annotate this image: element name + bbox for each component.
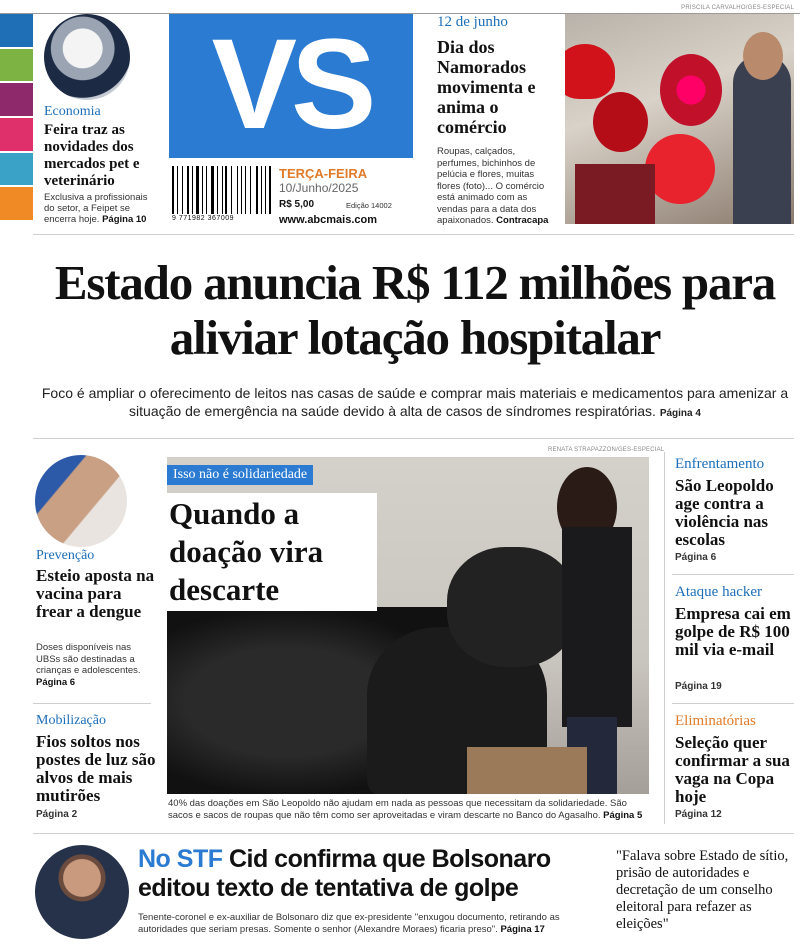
barcode-bar [217,166,218,214]
center-story-tag: Isso não é solidariedade [167,465,313,485]
barcode-bar [225,166,227,214]
bottom-story-kicker: No STF [138,845,223,873]
left-col-1-category: Prevenção [36,548,95,563]
section-color-tab [0,83,33,116]
barcode-bar [245,166,246,214]
barcode-bar [247,166,249,214]
barcode-bar [223,166,224,214]
masthead-logo: VS [211,13,371,156]
barcode-bar [184,166,186,214]
barcode-bar [196,166,199,214]
top-story-category: 12 de junho [437,14,508,30]
left-col-2-page: Página 2 [36,809,78,820]
barcode-bar [228,166,230,214]
masthead-price: R$ 5,00 [279,199,315,210]
barcode-number: 9 771982 367009 [172,215,234,222]
section-color-tab [0,118,33,151]
left-col-2-category: Mobilização [36,713,106,728]
barcode-bar [187,166,189,214]
barcode-bar [204,166,205,214]
masthead-logo-block[interactable] [169,14,413,158]
right-col-2-page: Página 19 [675,681,722,692]
barcode-bar [194,166,195,214]
barcode-bar [265,166,266,214]
center-story-headline[interactable]: Quando a doação vira descarte [167,493,377,611]
photo-credit-top: PRISCILA CARVALHO/GES-ESPECIAL [681,5,794,11]
barcode-bar [239,166,240,214]
barcode-bar [200,166,201,214]
barcode-bar [261,166,262,214]
teaser-photo-pet-fair[interactable] [44,14,130,100]
barcode-bar [202,166,204,214]
barcode-bar [222,166,223,214]
barcode-bar [243,166,244,214]
photo-cid[interactable] [35,845,129,939]
left-col-1-headline[interactable]: Esteio aposta na vacina para frear a dengue [36,566,155,621]
top-story-body: Roupas, calçados, perfumes, bichinhos de pelúcia e flores, muitas flores (foto)... O comércio está animado com as vendas para a data dos apaixonados. Contracapa [437,146,549,226]
right-col-3-headline[interactable]: Seleção quer confirmar a sua vaga na Copa hoje [675,733,790,806]
photo-dengue-vaccine[interactable] [35,455,127,547]
barcode-bar [256,166,258,214]
main-deck: Foco é ampliar o oferecimento de leitos nas casas de saúde e comprar mais materiais e medicamentos para amenizar a situação de emergência na saúde devido à alta de casos de síndromes respiratórias. Página 4 [41,385,789,419]
right-col-2-headline[interactable]: Empresa cai em golpe de R$ 100 mil via e-mail [675,604,791,659]
barcode [172,166,272,224]
section-color-tab [0,153,33,186]
barcode-bar [172,166,174,214]
barcode-bar [190,166,191,214]
barcode-bar [182,166,183,214]
left-col-1-body: Doses disponíveis nas UBSs são destinadas a crianças e adolescentes. Página 6 [36,642,141,688]
barcode-bar [233,166,236,214]
barcode-bar [211,166,214,214]
left-col-2-headline[interactable]: Fios soltos nos postes de luz são alvos de mais mutirões [36,732,156,805]
section-color-tab [0,187,33,220]
right-col-1-category: Enfrentamento [675,456,765,472]
barcode-bar [206,166,207,214]
teaser-body: Exclusiva a profissionais do setor, a Feipet se encerra hoje. Página 10 [44,192,148,225]
barcode-bar [192,166,193,214]
right-col-2-category: Ataque hacker [675,584,763,600]
barcode-bar [262,166,264,214]
bottom-story-body: Tenente-coronel e ex-auxiliar de Bolsonaro diz que ex-presidente "enxugou documento, retirando as autoridades que seriam presas. Somente o senhor (Alexandre Moraes) ficaria preso". Página 17 [138,912,560,935]
section-color-tab [0,14,33,47]
barcode-bar [219,166,221,214]
photo-valentines-shop[interactable] [565,14,794,224]
center-story-caption: 40% das doações em São Leopoldo não ajudam em nada as pessoas que necessitam da solidariedade. São sacos e sacos de roupas que não têm como ser aproveitadas e viram descarte no Banco do Agasalho. Página 5 [168,798,643,821]
barcode-bar [237,166,238,214]
masthead-site-link[interactable]: www.abcmais.com [279,214,378,226]
teaser-headline[interactable]: Feira traz as novidades dos mercados pet e veterinário [44,122,140,189]
photo-credit-center: RENATA STRAPAZZON/GES-ESPECIAL [548,447,665,453]
teaser-category: Economia [44,104,101,119]
right-col-3-category: Eliminatórias [675,713,756,729]
barcode-bar [231,166,232,214]
top-story-headline[interactable]: Dia dos Namorados movimenta e anima o comércio [437,37,536,137]
barcode-bar [259,166,260,214]
masthead-date: 10/Junho/2025 [279,181,359,195]
masthead-day: TERÇA-FEIRA [279,166,368,181]
barcode-bar [175,166,176,214]
bottom-story-quote: "Falava sobre Estado de sítio, prisão de autoridades e decretação de um conselho eleitoral para refazer as eleições" [616,848,789,932]
right-col-1-headline[interactable]: São Leopoldo age contra a violência nas escolas [675,476,774,549]
bottom-story-headline[interactable]: No STF Cid confirma que Bolsonaro editou texto de tentativa de golpe [138,845,551,902]
barcode-bar [177,166,178,214]
main-headline[interactable]: Estado anuncia R$ 112 milhões para aliviar lotação hospitalar [54,255,776,365]
barcode-bar [208,166,210,214]
section-color-tab [0,49,33,82]
barcode-bar [269,166,271,214]
barcode-bar [252,166,255,214]
barcode-bar [267,166,268,214]
barcode-bar [250,166,251,214]
section-color-tabs [0,14,33,222]
right-col-1-page: Página 6 [675,552,717,563]
barcode-bar [179,166,182,214]
right-col-3-page: Página 12 [675,809,722,820]
barcode-bar [215,166,216,214]
masthead-edition: Edição 14002 [346,201,392,210]
barcode-bar [241,166,243,214]
